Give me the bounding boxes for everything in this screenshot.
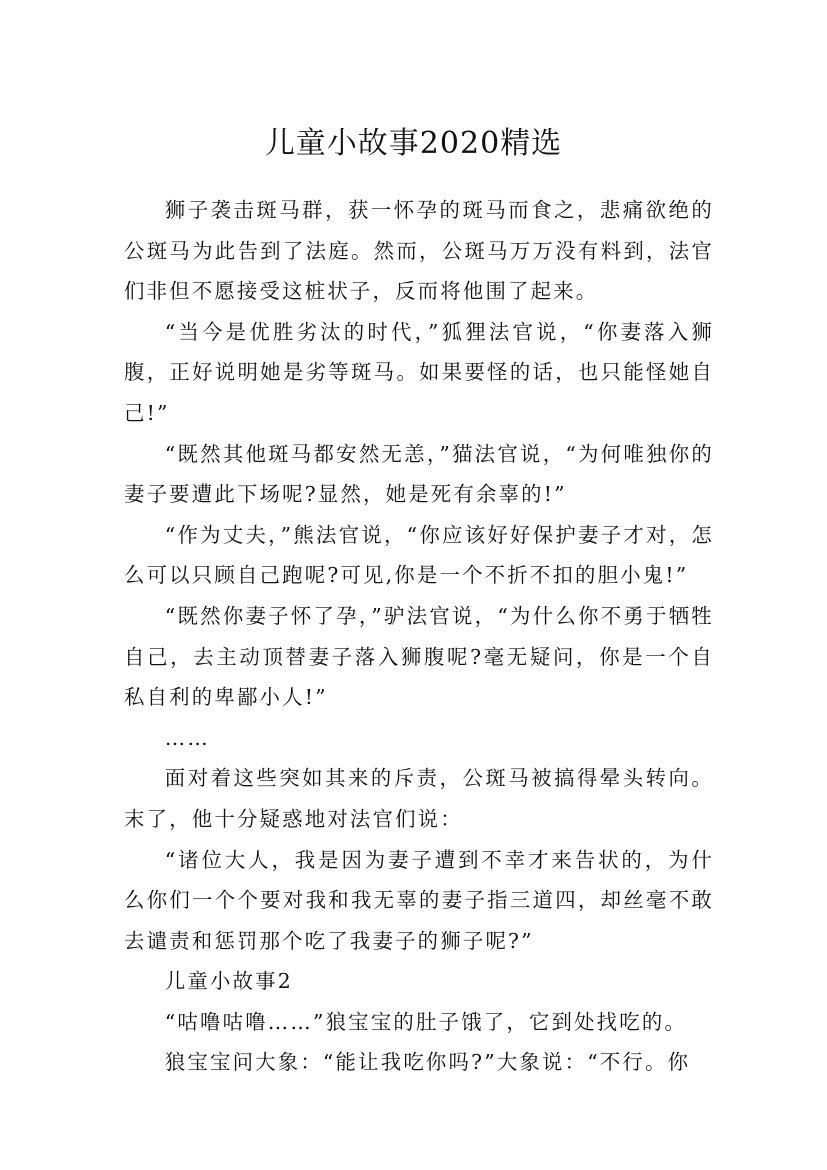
paragraph: “咕噜咕噜……”狼宝宝的肚子饿了，它到处找吃的。	[164, 1009, 688, 1034]
paragraph: 面对着这些突如其来的斥责，公斑马被搞得晕头转向。末了，他十分疑惑地对法官们说：	[124, 766, 714, 831]
document-title: 儿童小故事2020精选	[264, 126, 563, 162]
paragraph: “既然其他斑马都安然无恙，”猫法官说，“为何唯独你的妻子要遭此下场呢?显然，她是死有余辜的!”	[124, 441, 714, 507]
paragraph: 狼宝宝问大象：“能让我吃你吗?”大象说：“不行。你	[164, 1050, 691, 1075]
section-heading: 儿童小故事2	[164, 969, 293, 994]
paragraph: “诸位大人，我是因为妻子遭到不幸才来告状的，为什么你们一个个要对我和我无辜的妻子指三道四，却丝毫不敢去谴责和惩罚那个吃了我妻子的狮子呢?”	[124, 847, 714, 953]
paragraph: 狮子袭击斑马群，获一怀孕的斑马而食之，悲痛欲绝的公斑马为此告到了法庭。然而，公斑马万万没有料到，法官们非但不愿接受这桩状子，反而将他围了起来。	[124, 198, 714, 304]
paragraph: “当今是优胜劣汰的时代，”狐狸法官说，“你妻落入狮腹，正好说明她是劣等斑马。如果要怪的话，也只能怪她自己!”	[124, 319, 714, 425]
ellipsis-paragraph: ……	[164, 725, 210, 750]
document-body	[124, 190, 714, 1083]
paragraph: “既然你妻子怀了孕，”驴法官说，“为什么你不勇于牺牲自己，去主动顶替妻子落入狮腹呢?毫无疑问，你是一个自私自利的卑鄙小人!”	[124, 603, 714, 710]
paragraph: “作为丈夫，”熊法官说，“你应该好好保护妻子才对，怎么可以只顾自己跑呢?可见,你是一个不折不扣的胆小鬼!”	[124, 522, 714, 588]
